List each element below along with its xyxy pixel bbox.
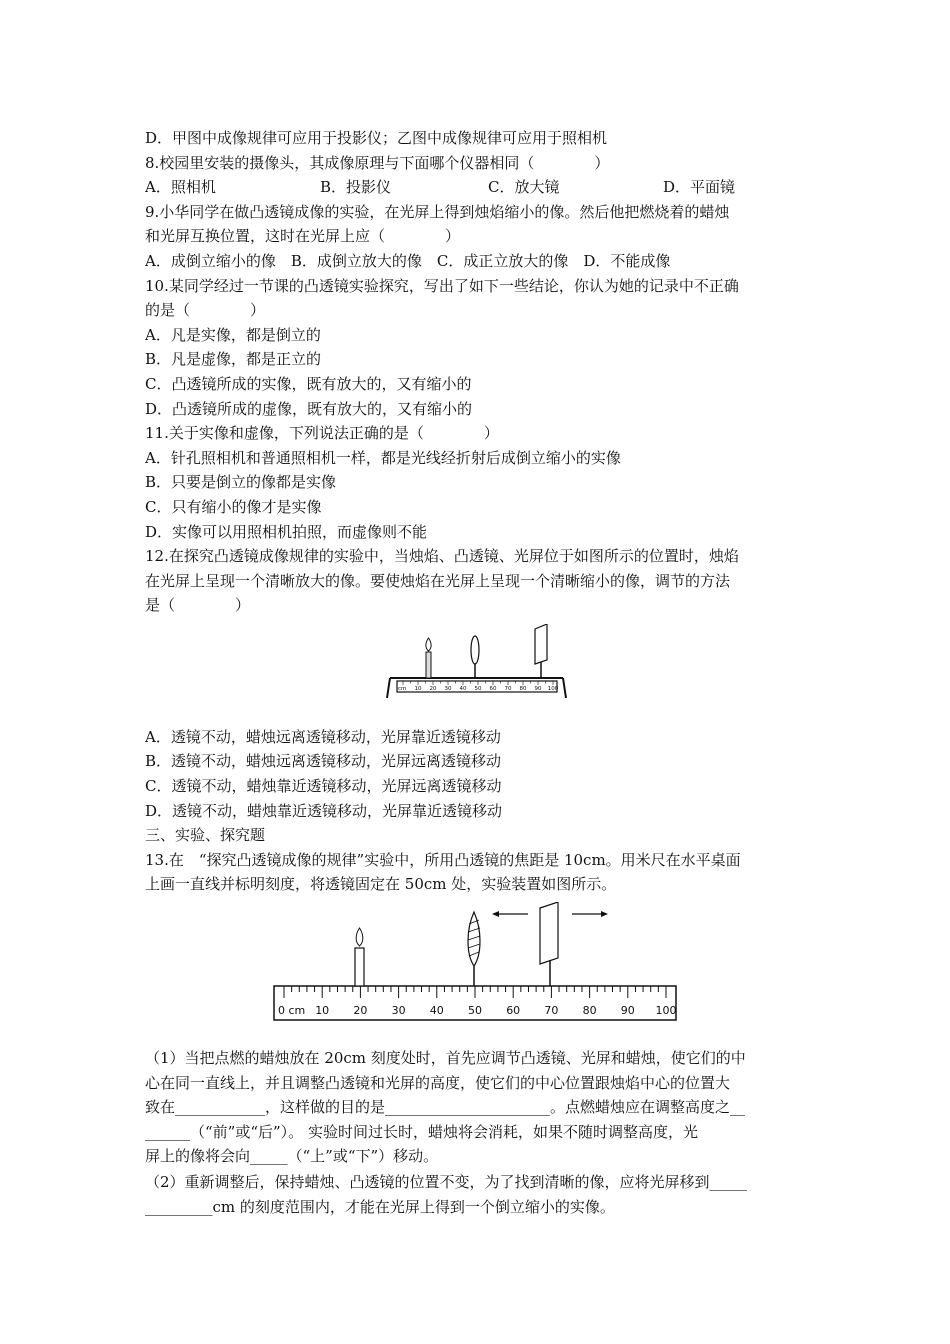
- document-page: [145, 126, 815, 897]
- q10-option-a: A．凡是实像，都是倒立的: [145, 325, 321, 344]
- q10-option-c: C．凸透镜所成的实像，既有放大的，又有缩小的: [145, 374, 472, 393]
- q10-option-d: D．凸透镜所成的虚像，既有放大的，又有缩小的: [145, 399, 473, 418]
- q12-tick-label: 60: [489, 686, 497, 692]
- q13-part1-line4: ______（“前”或“后”）。 实验时间过长时，蜡烛将会消耗，如果不随时调整高度，光: [145, 1122, 698, 1141]
- q12-option-b: B．透镜不动，蜡烛远离透镜移动，光屏远离透镜移动: [145, 752, 502, 771]
- q12-candle: [426, 638, 431, 678]
- q11-option-a: A．针孔照相机和普通照相机一样，都是光线经折射后成倒立缩小的实像: [145, 448, 621, 467]
- q8-stem: 8.校园里安装的摄像头，其成像原理与下面哪个仪器相同（ ）: [145, 153, 610, 172]
- q12-option-c: C．透镜不动，蜡烛靠近透镜移动，光屏远离透镜移动: [145, 777, 502, 796]
- q12-tick-label: 50: [474, 686, 482, 692]
- q11-stem: 11.关于实像和虚像，下列说法正确的是（ ）: [145, 424, 499, 443]
- q12-tick-label: 10: [414, 686, 422, 692]
- q12-option-d: D．透镜不动，蜡烛靠近透镜移动，光屏靠近透镜移动: [145, 801, 503, 820]
- q13-part1-line1: （1）当把点燃的蜡烛放在 20cm 刻度处时，首先应调节凸透镜、光屏和蜡烛，使它们的中: [145, 1049, 746, 1067]
- q9-stem-line1: 9.小华同学在做凸透镜成像的实验，在光屏上得到烛焰缩小的像。然后他把燃烧着的蜡烛: [145, 202, 730, 221]
- q13-part1-line5: 屏上的像将会向_____（“上”或“下”）移动。: [145, 1147, 439, 1166]
- q9-stem-line2: 和光屏互换位置，这时在光屏上应（ ）: [145, 227, 461, 246]
- q12-screen: [535, 624, 547, 678]
- q13-part2-line1: （2）重新调整后，保持蜡烛、凸透镜的位置不变，为了找到清晰的像，应将光屏移到_____: [145, 1173, 748, 1191]
- q13-move-right-arrow: [572, 911, 608, 917]
- q8-option-a: A．照相机: [145, 178, 216, 197]
- q8-options: [145, 175, 815, 200]
- q13-stem-line2: 上画一直线并标明刻度，将透镜固定在 50cm 处，实验装置如图所示。: [145, 875, 617, 894]
- q12-tick-label: 20: [429, 686, 437, 692]
- q8-option-c: C．放大镜: [488, 178, 560, 197]
- q7-option-d: D．甲图中成像规律可应用于投影仪；乙图中成像规律可应用于照相机: [145, 129, 608, 147]
- q13-tick-label: 90: [620, 1004, 635, 1017]
- q13-lens: [468, 912, 480, 986]
- q12-stem-line1: 12.在探究凸透镜成像规律的实验中，当烛焰、凸透镜、光屏位于如图所示的位置时，烛焰: [145, 547, 739, 566]
- q13-optical-bench-figure: [270, 902, 682, 1024]
- q13-part1-line2: 心在同一直线上，并且调整凸透镜和光屏的高度，使它们的中心位置跟烛焰中心的位置大: [145, 1073, 731, 1092]
- q13-tick-label: 80: [582, 1004, 597, 1017]
- q13-tick-label: 50: [468, 1004, 482, 1017]
- q13-tick-label: 20: [353, 1004, 368, 1017]
- q13-tick-label: 70: [544, 1004, 559, 1017]
- q13-part2-line2: _________cm 的刻度范围内，才能在光屏上得到一个倒立缩小的实像。: [145, 1197, 615, 1216]
- q12-lens: [471, 636, 479, 678]
- q12-tick-label: 100: [547, 686, 559, 692]
- q13-part1-line3: 致在____________，这样做的目的是______________________。点燃蜡烛应在调整高度之__: [145, 1098, 746, 1117]
- q10-stem-line1: 10.某同学经过一节课的凸透镜实验探究，写出了如下一些结论，你认为她的记录中不正确: [145, 276, 739, 295]
- q12-option-a: A．透镜不动，蜡烛远离透镜移动，光屏靠近透镜移动: [145, 727, 501, 746]
- q13-candle: [355, 928, 364, 986]
- q11-option-c: C．只有缩小的像才是实像: [145, 497, 322, 516]
- q10-option-b: B．凡是虚像，都是正立的: [145, 350, 322, 369]
- q11-option-d: D．实像可以用照相机拍照，而虚像则不能: [145, 522, 428, 541]
- q12-unit-label: cm: [398, 686, 407, 692]
- q13-tick-label: 30: [391, 1004, 406, 1017]
- q12-tick-label: 80: [519, 686, 527, 692]
- q13-part2: [145, 1170, 815, 1219]
- section-title: 三、实验、探究题: [145, 826, 266, 845]
- q13-tick-label: 10: [315, 1004, 330, 1017]
- q13-tick-label: 60: [506, 1004, 521, 1017]
- q11-option-b: B．只要是倒立的像都是实像: [145, 473, 337, 492]
- q12-tick-label: 30: [444, 686, 452, 692]
- q10-stem-line2: 的是（ ）: [145, 301, 266, 320]
- q13-move-left-arrow: [492, 911, 528, 917]
- q12-stem-line3: 是（ ）: [145, 596, 251, 615]
- q13-stem-line1: 13.在 “探究凸透镜成像的规律”实验中，所用凸透镜的焦距是 10cm。用米尺在水平桌面: [145, 850, 741, 869]
- q13-tick-label: 0 cm: [278, 1004, 306, 1017]
- q8-option-b: B．投影仪: [320, 178, 392, 197]
- q9-options: A．成倒立缩小的像 B．成倒立放大的像 C．成正立放大的像 D．不能成像: [145, 251, 671, 270]
- q12-tick-label: 40: [459, 686, 467, 692]
- q12-stem-line2: 在光屏上呈现一个清晰放大的像。要使烛焰在光屏上呈现一个清晰缩小的像，调节的方法: [145, 571, 731, 590]
- q12-optical-bench-figure: [385, 624, 575, 704]
- q8-option-d: D．平面镜: [663, 178, 736, 197]
- q13-tick-label: 40: [429, 1004, 444, 1017]
- q13-screen: [540, 902, 558, 986]
- q12-tick-label: 90: [534, 686, 542, 692]
- q13-tick-label: 100: [655, 1004, 677, 1017]
- q13-part1: [145, 1046, 815, 1169]
- q12-tick-label: 70: [504, 686, 512, 692]
